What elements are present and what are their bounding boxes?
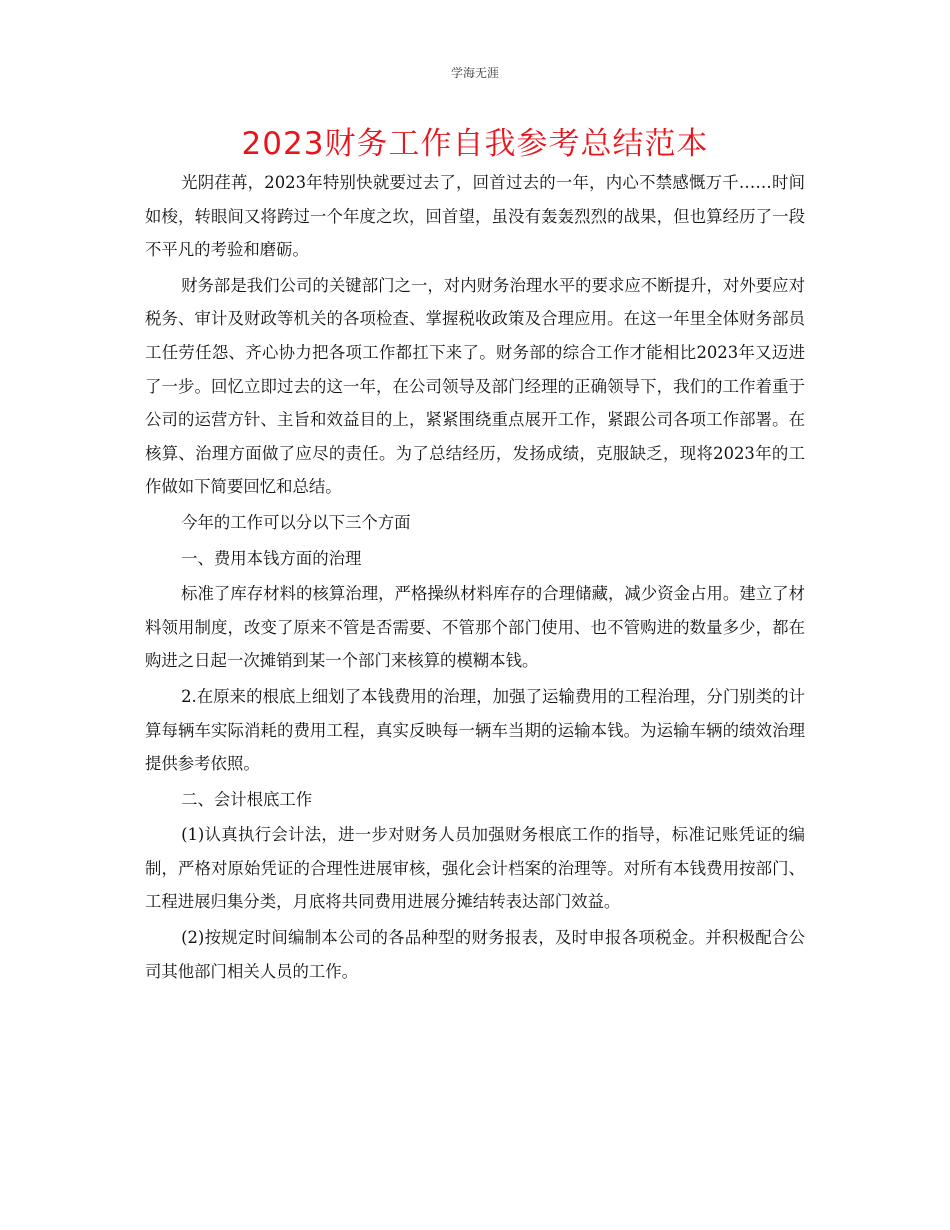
paragraph-accounting-law: (1)认真执行会计法，进一步对财务人员加强财务根底工作的指导，标准记账凭证的编制，严格对原始凭证的合理性进展审核，强化会计档案的治理等。对所有本钱费用按部门、工程进展归集分类，月底将共同费用进展分摊结转表达部门效益。 — [145, 825, 805, 912]
paragraph-financial-reports: (2)按规定时间编制本公司的各品种型的财务报表，及时申报各项税金。并积极配合公司其他部门相关人员的工作。 — [145, 928, 805, 981]
section-heading-cost-management: 一、费用本钱方面的治理 — [181, 548, 362, 568]
document-title: 2023财务工作自我参考总结范本 — [241, 126, 709, 162]
paragraph-transport-cost: 2.在原来的根底上细划了本钱费用的治理，加强了运输费用的工程治理，分门别类的计算每辆车实际消耗的费用工程，真实反映每一辆车当期的运输本钱。为运输车辆的绩效治理提供参考依照。 — [145, 686, 805, 774]
section-heading-accounting-basics: 二、会计根底工作 — [181, 789, 313, 809]
paragraph-inventory-management: 标准了库存材料的核算治理，严格操纵材料库存的合理储藏，减少资金占用。建立了材料领用制度，改变了原来不管是否需要、不管那个部门使用、也不管购进的数量多少，都在购进之日起一次摊销到某一个部门来核算的模糊本钱。 — [145, 584, 805, 671]
paragraph-department-overview: 财务部是我们公司的关键部门之一，对内财务治理水平的要求应不断提升，对外要应对税务、审计及财政等机关的各项检查、掌握税收政策及合理应用。在这一年里全体财务部员工任劳任怨、齐心协力把各项工作都扛下来了。财务部的综合工作才能相比2023年又迈进了一步。回忆立即过去的这一年，在公司领导及部门经理的正确领导下，我们的工作着重于公司的运营方针、主旨和效益目的上，紧紧围绕重点展开工作，紧跟公司各项工作部署。在核算、治理方面做了应尽的责任。为了总结经历，发扬成绩，克服缺乏，现将2023年的工作做如下简要回忆和总结。 — [145, 275, 805, 497]
page-header-watermark: 学海无涯 — [450, 66, 499, 80]
paragraph-three-aspects: 今年的工作可以分以下三个方面 — [181, 512, 411, 532]
document-body — [145, 166, 805, 990]
paragraph-intro: 光阴荏苒，2023年特别快就要过去了，回首过去的一年，内心不禁感慨万千……时间如梭，转眼间又将跨过一个年度之坎，回首望，虽没有轰轰烈烈的战果，但也算经历了一段不平凡的考验和磨砺。 — [145, 173, 805, 260]
